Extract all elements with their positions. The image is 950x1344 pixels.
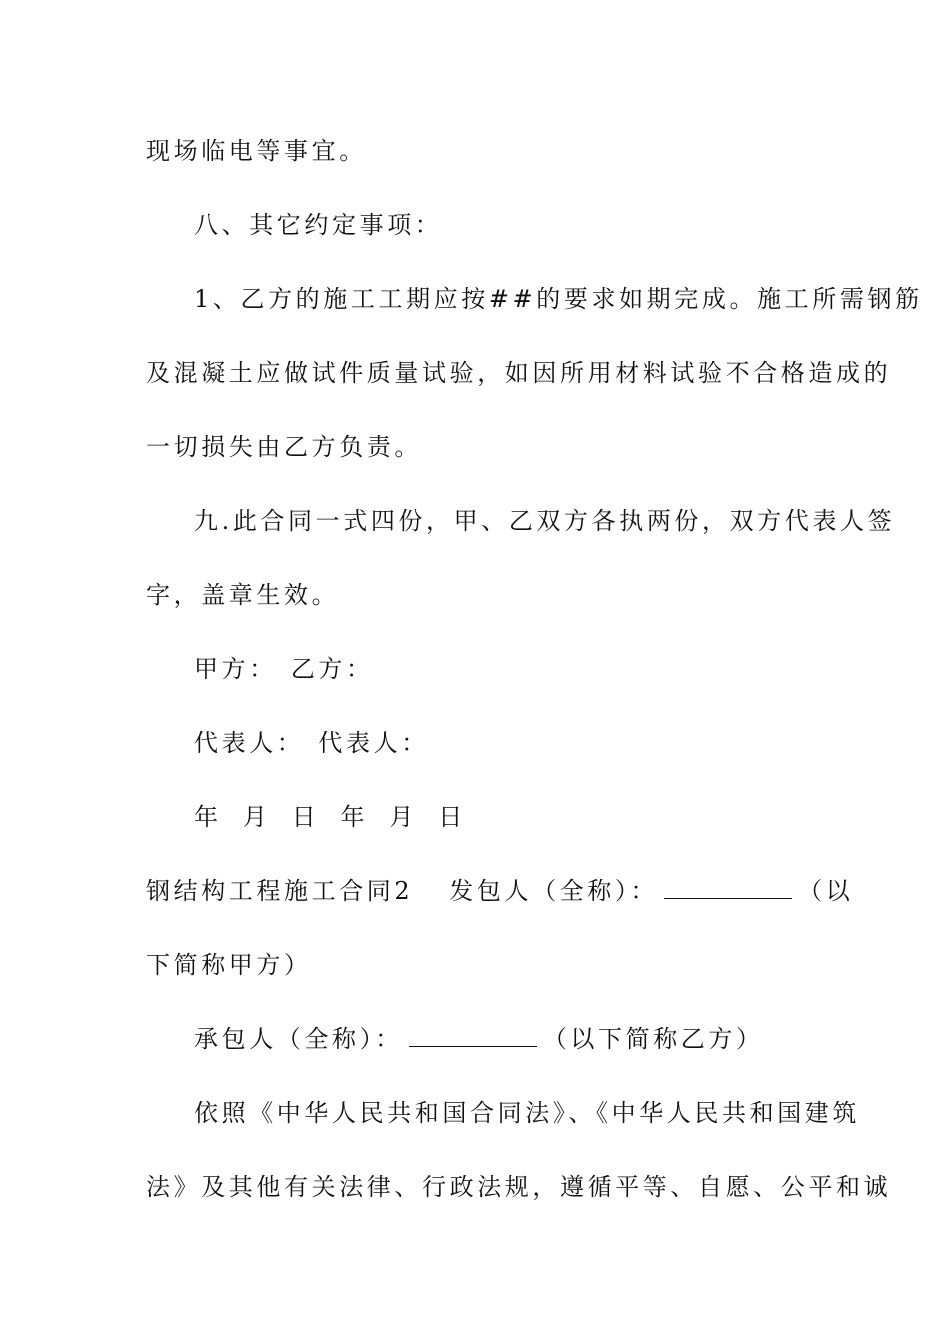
day-label: 日 <box>291 803 320 831</box>
rep-b-label: 代表人： <box>318 729 429 757</box>
employer-name-blank <box>664 878 792 899</box>
month-label: 月 <box>242 803 271 831</box>
year-label: 年 <box>194 803 222 831</box>
contract2-title: 钢结构工程施工合同2 <box>146 877 414 905</box>
contractor-suffix: （以下简称乙方） <box>542 1025 764 1053</box>
paragraph-line: 字，盖章生效。 <box>146 581 340 609</box>
paragraph-line: 现场临电等事宜。 <box>146 137 367 165</box>
employer-suffix: （以 <box>798 877 854 905</box>
contractor-line <box>194 1024 854 1054</box>
year-label: 年 <box>340 803 369 831</box>
paragraph-line: 下简称甲方） <box>146 951 312 979</box>
contract2-title-line <box>146 876 854 906</box>
employer-label: 发包人（全称）： <box>449 877 659 905</box>
section-heading-other-terms: 八、其它约定事项： <box>194 211 443 239</box>
paragraph-line: 依照《中华人民共和国合同法》、《中华人民共和国建筑 <box>194 1099 860 1127</box>
signature-parties <box>194 654 854 684</box>
paragraph-line: 及混凝土应做试件质量试验，如因所用材料试验不合格造成的 <box>146 359 892 387</box>
month-label: 月 <box>389 803 417 831</box>
party-b-label: 乙方： <box>290 655 374 683</box>
party-a-label: 甲方： <box>194 655 277 683</box>
signature-dates <box>194 802 854 832</box>
rep-a-label: 代表人： <box>194 729 305 757</box>
paragraph-line: 一切损失由乙方负责。 <box>146 433 422 461</box>
contractor-name-blank <box>409 1026 537 1047</box>
paragraph-line: 九.此合同一式四份，甲、乙双方各执两份，双方代表人签 <box>194 507 896 535</box>
paragraph-line: 1、乙方的施工工期应按##的要求如期完成。施工所需钢筋 <box>194 285 923 313</box>
paragraph-line: 法》及其他有关法律、行政法规，遵循平等、自愿、公平和诚 <box>146 1173 892 1201</box>
contractor-label: 承包人（全称）： <box>194 1025 403 1053</box>
signature-representatives <box>194 728 854 758</box>
day-label: 日 <box>438 803 466 831</box>
